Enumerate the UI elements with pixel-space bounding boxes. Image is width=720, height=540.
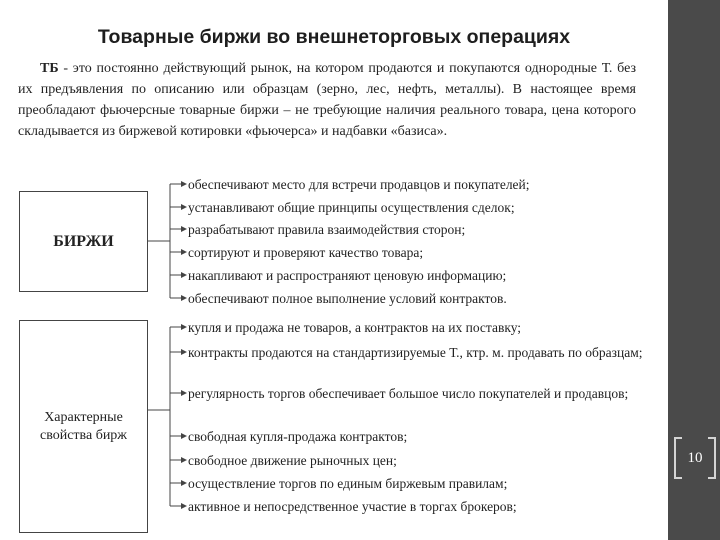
exchange-function-1: обеспечивают место для встречи продавцов и покупателей; — [188, 177, 530, 192]
page-number: 10 — [687, 449, 703, 466]
exchange-function-2: устанавливают общие принципы осуществления сделок; — [188, 200, 515, 215]
exchange-function-3: разрабатывают правила взаимодействия сторон; — [188, 222, 466, 237]
intro-paragraph — [18, 58, 636, 142]
exchange-property-6: осуществление торгов по единым биржевым правилам; — [188, 476, 508, 491]
exchange-property-1: купля и продажа не товаров, а контрактов на их поставку; — [188, 320, 522, 335]
properties-box — [19, 320, 148, 533]
exchange-property-2: контракты продаются на стандартизируемые Т., ктр. м. продавать по образцам; — [188, 345, 643, 360]
exchanges-box-label: БИРЖИ — [53, 232, 114, 250]
slide-title: Товарные биржи во внешнеторговых операциях — [97, 26, 571, 48]
exchange-function-4: сортируют и проверяют качество товара; — [188, 245, 424, 260]
exchange-function-5: накапливают и распространяют ценовую информацию; — [188, 268, 507, 283]
exchange-property-3: регулярность торгов обеспечивает большое число покупателей и продавцов; — [188, 386, 629, 401]
exchange-property-5: свободное движение рыночных цен; — [188, 453, 397, 468]
intro-term: ТБ — [40, 61, 59, 76]
intro-text: - это постоянно действующий рынок, на котором продаются и покупаются однородные Т. без их предъявления по описанию или образцам (зерно, лес, нефть, металлы). В настоящее время преобладают фьючерсные товарные биржи – не требующие наличия реального товара, цена которого складывается из биржевой котировки «фьючерса» и надбавки «базиса». — [18, 61, 636, 139]
exchange-property-4: свободная купля-продажа контрактов; — [188, 429, 408, 444]
properties-box-label: Характерные свойства бирж — [40, 409, 127, 443]
exchanges-box — [19, 191, 148, 292]
exchange-property-7: активное и непосредственное участие в торгах брокеров; — [188, 499, 517, 514]
exchange-function-6: обеспечивают полное выполнение условий контрактов. — [188, 291, 507, 306]
